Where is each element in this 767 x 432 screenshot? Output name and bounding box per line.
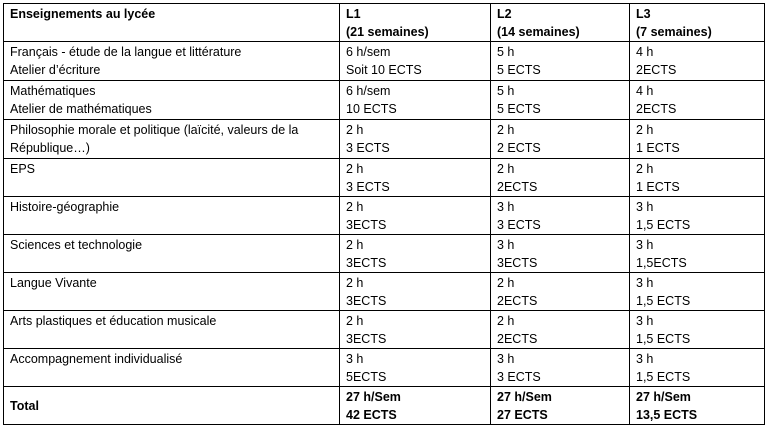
table-row	[4, 120, 765, 159]
l3-ects: 2ECTS	[636, 102, 677, 116]
subject-text: Sciences et technologie	[10, 238, 143, 252]
l3-cell	[630, 235, 765, 273]
l2-ects: 3 ECTS	[497, 370, 541, 384]
table-row	[4, 311, 765, 349]
l2-cell	[491, 273, 630, 311]
l1-ects: 3ECTS	[346, 218, 387, 232]
l2-hours: 2 h	[497, 162, 515, 176]
subject-text: Philosophie morale et politique (laïcité, valeurs de la République…)	[10, 123, 299, 155]
l3-cell	[630, 159, 765, 197]
subject-cell	[4, 81, 340, 120]
total-l1-ects: 42 ECTS	[346, 408, 397, 422]
l1-cell	[340, 311, 491, 349]
l2-cell	[491, 349, 630, 387]
table-row	[4, 349, 765, 387]
table-row	[4, 197, 765, 235]
table-row	[4, 81, 765, 120]
l2-hours: 2 h	[497, 123, 515, 137]
l3-ects: 1,5ECTS	[636, 256, 687, 270]
l1-hours: 2 h	[346, 162, 364, 176]
l1-hours: 2 h	[346, 200, 364, 214]
header-l1-duration: (21 semaines)	[346, 25, 429, 39]
l2-cell	[491, 311, 630, 349]
header-l2-level: L2	[497, 7, 512, 21]
l2-hours: 5 h	[497, 84, 515, 98]
subject-cell	[4, 349, 340, 387]
l1-hours: 2 h	[346, 276, 364, 290]
total-l3-cell	[630, 387, 765, 425]
l2-ects: 3 ECTS	[497, 218, 541, 232]
l3-hours: 3 h	[636, 238, 654, 252]
header-l1-level: L1	[346, 7, 361, 21]
l1-cell	[340, 273, 491, 311]
l1-ects: 10 ECTS	[346, 102, 397, 116]
total-l3-hours: 27 h/Sem	[636, 390, 691, 404]
l1-ects: 5ECTS	[346, 370, 387, 384]
l2-hours: 2 h	[497, 314, 515, 328]
total-label: Total	[10, 399, 39, 413]
l1-cell	[340, 81, 491, 120]
l2-ects: 3ECTS	[497, 256, 538, 270]
l1-hours: 6 h/sem	[346, 84, 391, 98]
l2-ects: 5 ECTS	[497, 63, 541, 77]
l1-ects: 3 ECTS	[346, 180, 390, 194]
l2-cell	[491, 42, 630, 81]
l1-hours: 2 h	[346, 238, 364, 252]
l3-ects: 2ECTS	[636, 63, 677, 77]
subject-text: Langue Vivante	[10, 276, 97, 290]
subject-cell	[4, 42, 340, 81]
subject-cell	[4, 120, 340, 159]
table-row	[4, 273, 765, 311]
total-l2-cell	[491, 387, 630, 425]
total-l2-hours: 27 h/Sem	[497, 390, 552, 404]
l1-ects: 3ECTS	[346, 332, 387, 346]
subject-text: Atelier de mathématiques	[10, 102, 152, 116]
l3-hours: 2 h	[636, 162, 654, 176]
l2-hours: 3 h	[497, 352, 515, 366]
l1-hours: 3 h	[346, 352, 364, 366]
header-l3-duration: (7 semaines)	[636, 25, 712, 39]
l3-cell	[630, 349, 765, 387]
subject-text: Histoire-géographie	[10, 200, 120, 214]
table-row	[4, 235, 765, 273]
l3-hours: 2 h	[636, 123, 654, 137]
total-l3-ects: 13,5 ECTS	[636, 408, 698, 422]
l2-hours: 2 h	[497, 276, 515, 290]
header-l2-cell	[491, 4, 630, 42]
l2-cell	[491, 197, 630, 235]
l2-cell	[491, 81, 630, 120]
total-label-cell	[4, 387, 340, 425]
l3-hours: 4 h	[636, 45, 654, 59]
header-row	[4, 4, 765, 42]
l2-ects: 2ECTS	[497, 294, 538, 308]
total-l1-hours: 27 h/Sem	[346, 390, 401, 404]
l1-ects: 3ECTS	[346, 294, 387, 308]
subject-text: Mathématiques	[10, 84, 96, 98]
l3-ects: 1,5 ECTS	[636, 370, 691, 384]
l3-hours: 3 h	[636, 314, 654, 328]
subject-cell	[4, 159, 340, 197]
l1-cell	[340, 42, 491, 81]
subject-text: Accompagnement individualisé	[10, 352, 183, 366]
subject-text: Arts plastiques et éducation musicale	[10, 314, 217, 328]
l1-hours: 6 h/sem	[346, 45, 391, 59]
l3-ects: 1 ECTS	[636, 180, 680, 194]
l1-cell	[340, 159, 491, 197]
l2-cell	[491, 235, 630, 273]
l1-ects: Soit 10 ECTS	[346, 63, 422, 77]
l2-ects: 5 ECTS	[497, 102, 541, 116]
l2-hours: 5 h	[497, 45, 515, 59]
l2-cell	[491, 159, 630, 197]
subject-text: Atelier d’écriture	[10, 63, 101, 77]
l3-ects: 1 ECTS	[636, 141, 680, 155]
header-l3-cell	[630, 4, 765, 42]
l2-ects: 2ECTS	[497, 180, 538, 194]
total-l2-ects: 27 ECTS	[497, 408, 548, 422]
header-subject-cell	[4, 4, 340, 42]
l2-ects: 2ECTS	[497, 332, 538, 346]
subject-text: EPS	[10, 162, 36, 176]
total-l1-cell	[340, 387, 491, 425]
l3-cell	[630, 81, 765, 120]
table-row	[4, 159, 765, 197]
l2-hours: 3 h	[497, 238, 515, 252]
l1-cell	[340, 235, 491, 273]
l1-hours: 2 h	[346, 314, 364, 328]
l3-cell	[630, 120, 765, 159]
header-l2-duration: (14 semaines)	[497, 25, 580, 39]
l2-ects: 2 ECTS	[497, 141, 541, 155]
total-row	[4, 387, 765, 425]
l3-hours: 3 h	[636, 276, 654, 290]
l3-ects: 1,5 ECTS	[636, 294, 691, 308]
l2-hours: 3 h	[497, 200, 515, 214]
l1-ects: 3ECTS	[346, 256, 387, 270]
header-subject: Enseignements au lycée	[10, 7, 156, 21]
l3-hours: 3 h	[636, 352, 654, 366]
l3-cell	[630, 42, 765, 81]
l3-ects: 1,5 ECTS	[636, 332, 691, 346]
l1-cell	[340, 197, 491, 235]
subject-cell	[4, 235, 340, 273]
l3-ects: 1,5 ECTS	[636, 218, 691, 232]
subject-text: Français - étude de la langue et littérature	[10, 45, 242, 59]
subject-cell	[4, 273, 340, 311]
l1-cell	[340, 349, 491, 387]
l1-ects: 3 ECTS	[346, 141, 390, 155]
l2-cell	[491, 120, 630, 159]
l3-cell	[630, 311, 765, 349]
subject-cell	[4, 311, 340, 349]
l3-cell	[630, 273, 765, 311]
l1-hours: 2 h	[346, 123, 364, 137]
l3-hours: 3 h	[636, 200, 654, 214]
course-hours-table	[3, 3, 765, 425]
header-l3-level: L3	[636, 7, 651, 21]
table-row	[4, 42, 765, 81]
l1-cell	[340, 120, 491, 159]
l3-hours: 4 h	[636, 84, 654, 98]
header-l1-cell	[340, 4, 491, 42]
l3-cell	[630, 197, 765, 235]
subject-cell	[4, 197, 340, 235]
